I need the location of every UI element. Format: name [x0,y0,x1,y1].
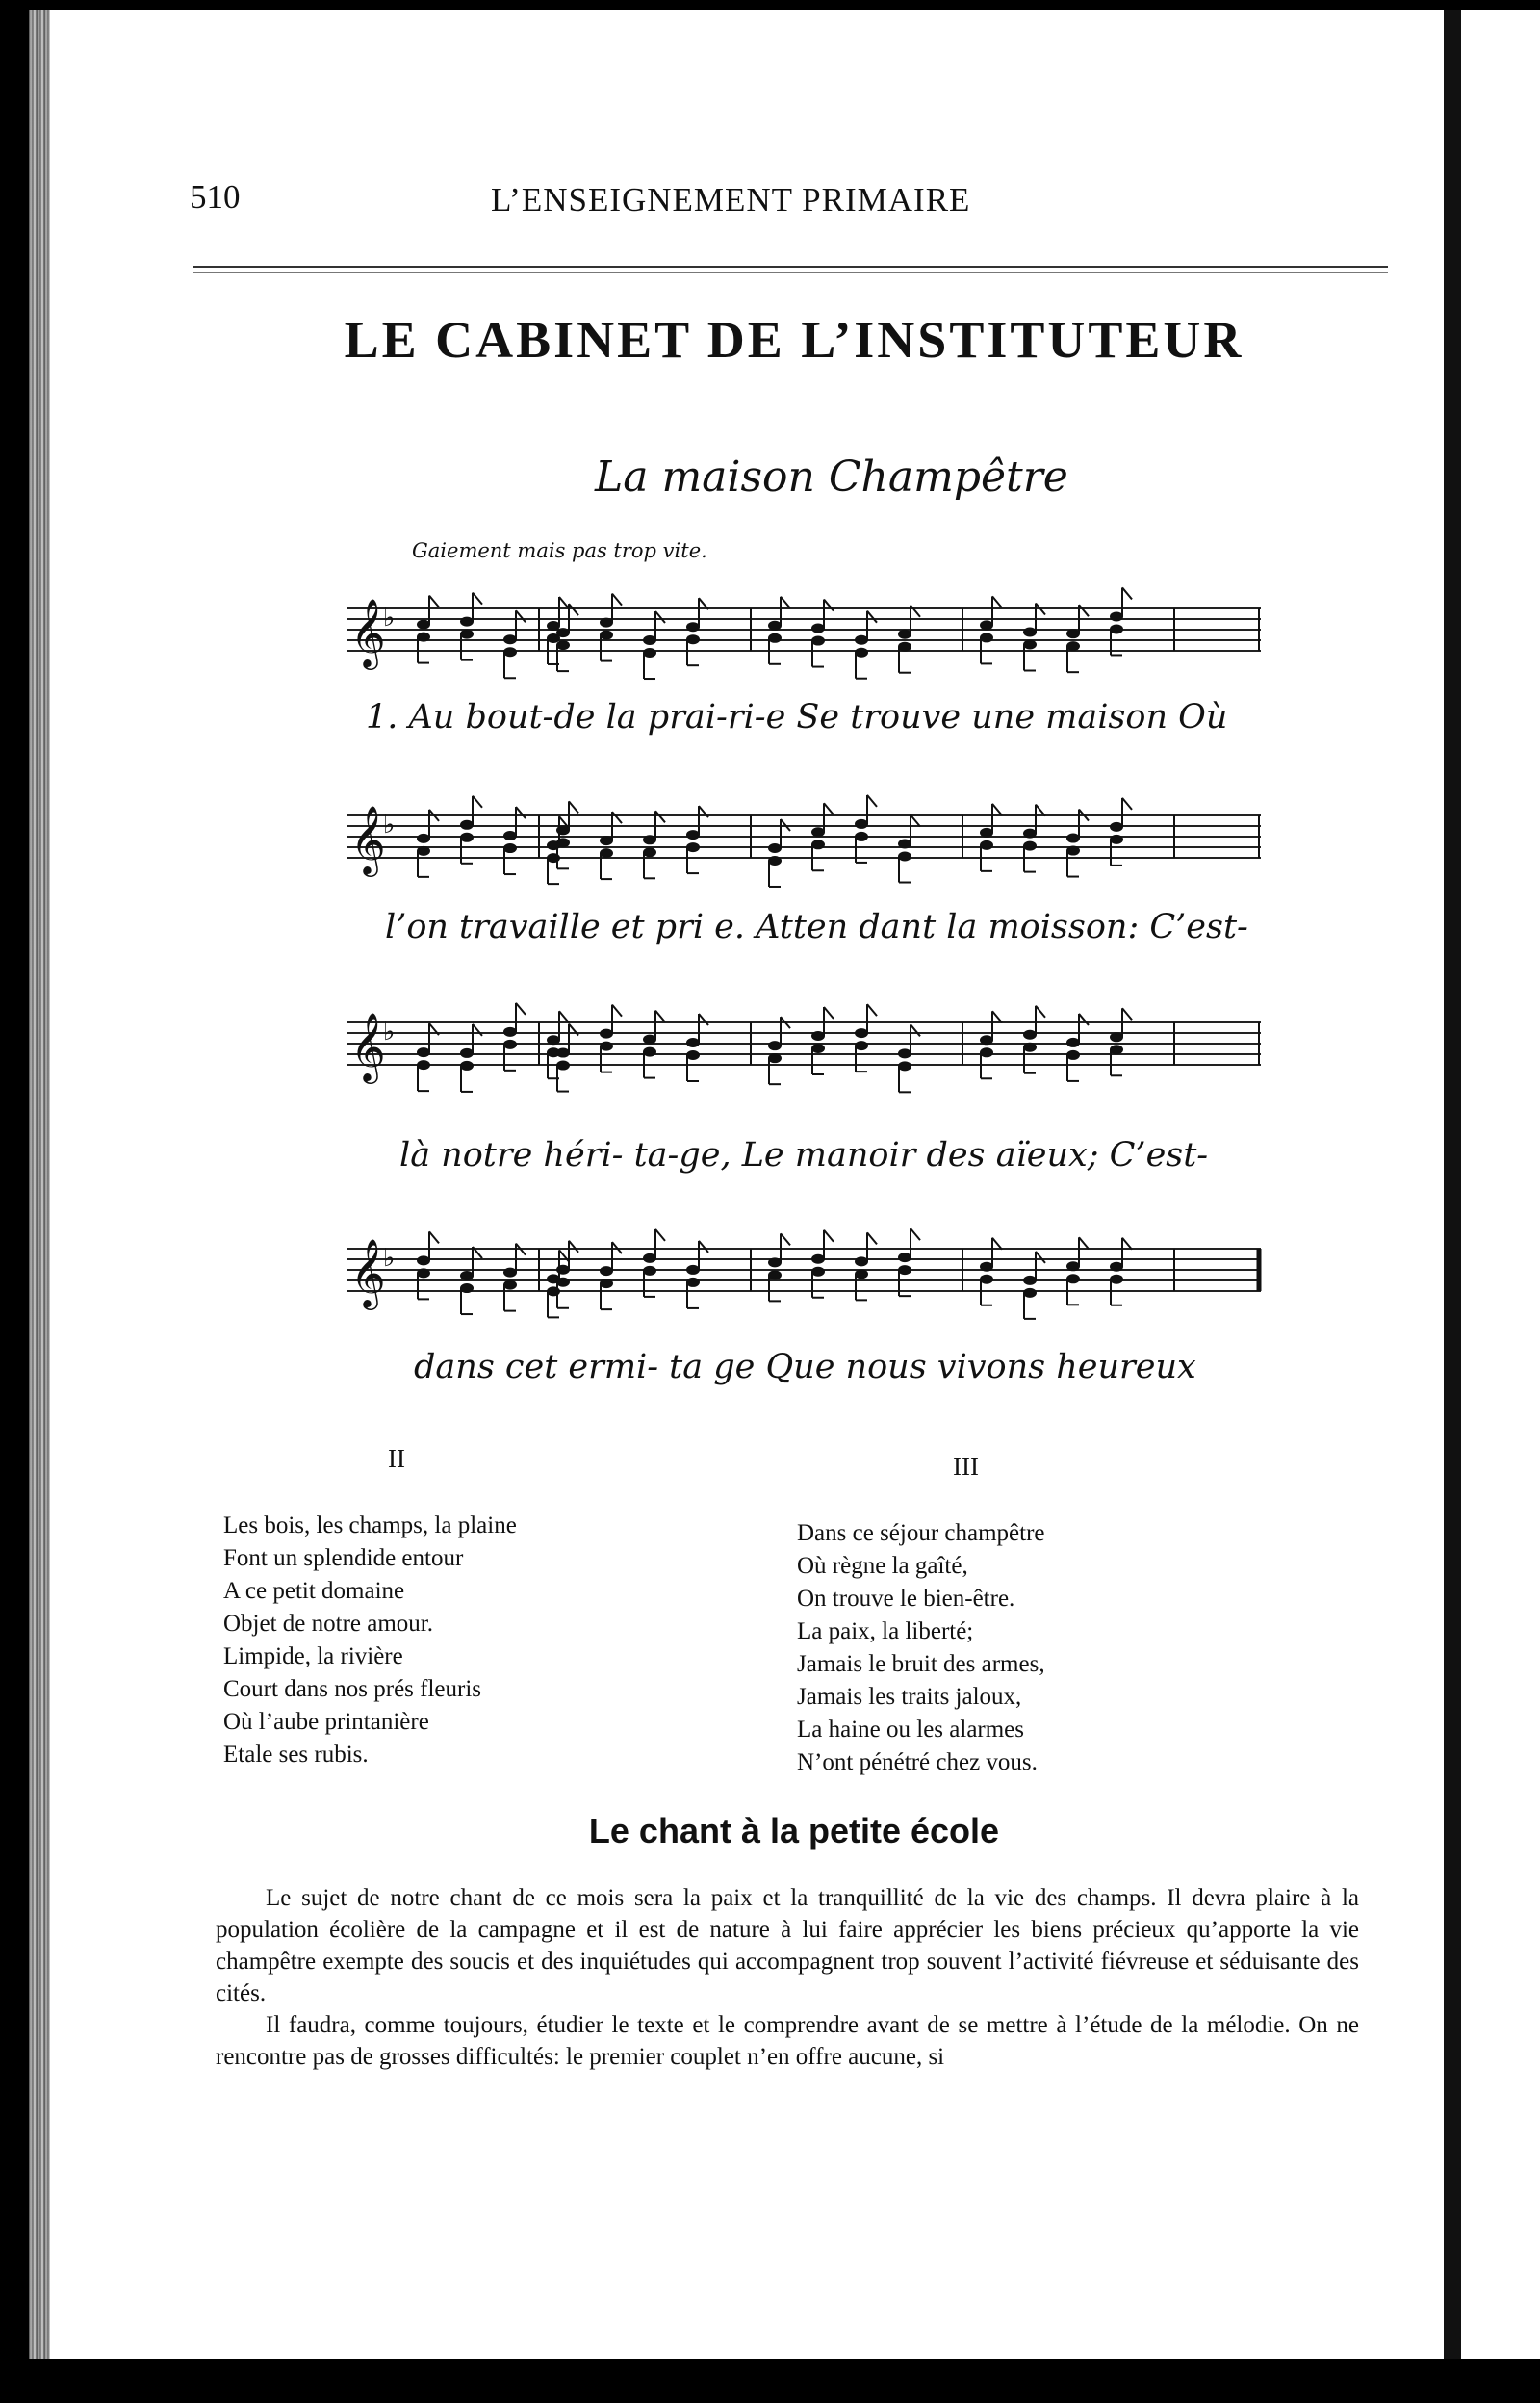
verse-numeral-2: II [388,1444,405,1473]
verse-numeral-3: III [953,1452,979,1481]
verse-line: Où règne la gaîté, [797,1553,968,1579]
tempo-marking: Gaiement mais pas trop vite. [412,539,707,562]
treble-clef-icon: 𝄞 [350,1237,386,1307]
lyric-line-4: dans cet ermi- ta ge Que nous vivons heureux [414,1348,1196,1386]
flat-icon: ♭ [383,604,396,633]
music-staff-4 [346,1218,1270,1333]
verse-line: Les bois, les champs, la plaine [223,1512,517,1538]
treble-clef-icon: 𝄞 [350,804,386,874]
verse-line: A ce petit domaine [223,1578,405,1604]
verse-line: Où l’aube printanière [223,1709,429,1735]
music-staff-1 [346,578,1270,693]
verse-line: Dans ce séjour champêtre [797,1520,1045,1546]
verse-line: Court dans nos prés fleuris [223,1676,482,1702]
page-number: 510 [190,178,241,216]
verse-line: Jamais le bruit des armes, [797,1651,1045,1677]
verse-line: Limpide, la rivière [223,1643,403,1669]
flat-icon: ♭ [383,1018,396,1046]
page-title: LE CABINET DE L’INSTITUTEUR [344,311,1245,369]
header-rule-top [192,266,1388,268]
verse-line: Objet de notre amour. [223,1611,433,1637]
verse-line: N’ont pénétré chez vous. [797,1749,1038,1775]
verse-2 [223,1510,517,1771]
song-title: La maison Champêtre [595,452,1068,502]
treble-clef-icon: 𝄞 [350,1011,386,1081]
paragraph: Le sujet de notre chant de ce mois sera la paix et la tranquillité de la vie des champs. Il devra plaire à la population écolière de la campagne et il est de nature à lui faire apprécier les biens précieux qu’apporte la vie champêtre exempte des soucis et des inquiétudes qui accompagnent trop souvent l’activité fiévreuse et séduisante des cités. [216,1885,1359,2006]
verse-line: On trouve le bien-être. [797,1586,1015,1612]
header-rule-bottom [192,272,1388,273]
lyric-line-1: 1. Au bout-de la prai-ri-e Se trouve une maison Où [366,698,1228,736]
paragraph: Il faudra, comme toujours, étudier le texte et le comprendre avant de se mettre à l’étude de la mélodie. On ne rencontre pas de grosses difficultés: le premier couplet n’en offre aucune, si [216,2012,1359,2070]
verse-line: Etale ses rubis. [223,1742,369,1768]
music-staff-3 [346,992,1270,1107]
verse-line: Font un splendide entour [223,1545,464,1571]
verse-line: La paix, la liberté; [797,1618,974,1644]
flat-icon: ♭ [383,811,396,840]
body-text [216,1882,1359,2073]
treble-clef-icon: 𝄞 [350,597,386,667]
verse-3 [797,1517,1045,1779]
flat-icon: ♭ [383,1244,396,1273]
verse-line: Jamais les traits jaloux, [797,1684,1022,1710]
music-staff-2 [346,785,1270,900]
lyric-line-2: l’on travaille et pri e. Atten dant la moisson: C’est- [385,908,1248,946]
verse-line: La haine ou les alarmes [797,1717,1025,1743]
lyric-line-3: là notre héri- ta-ge, Le manoir des aïeux; C’est- [399,1136,1209,1175]
section-heading: Le chant à la petite école [588,1811,1000,1850]
running-title: L’ENSEIGNEMENT PRIMAIRE [491,181,971,219]
